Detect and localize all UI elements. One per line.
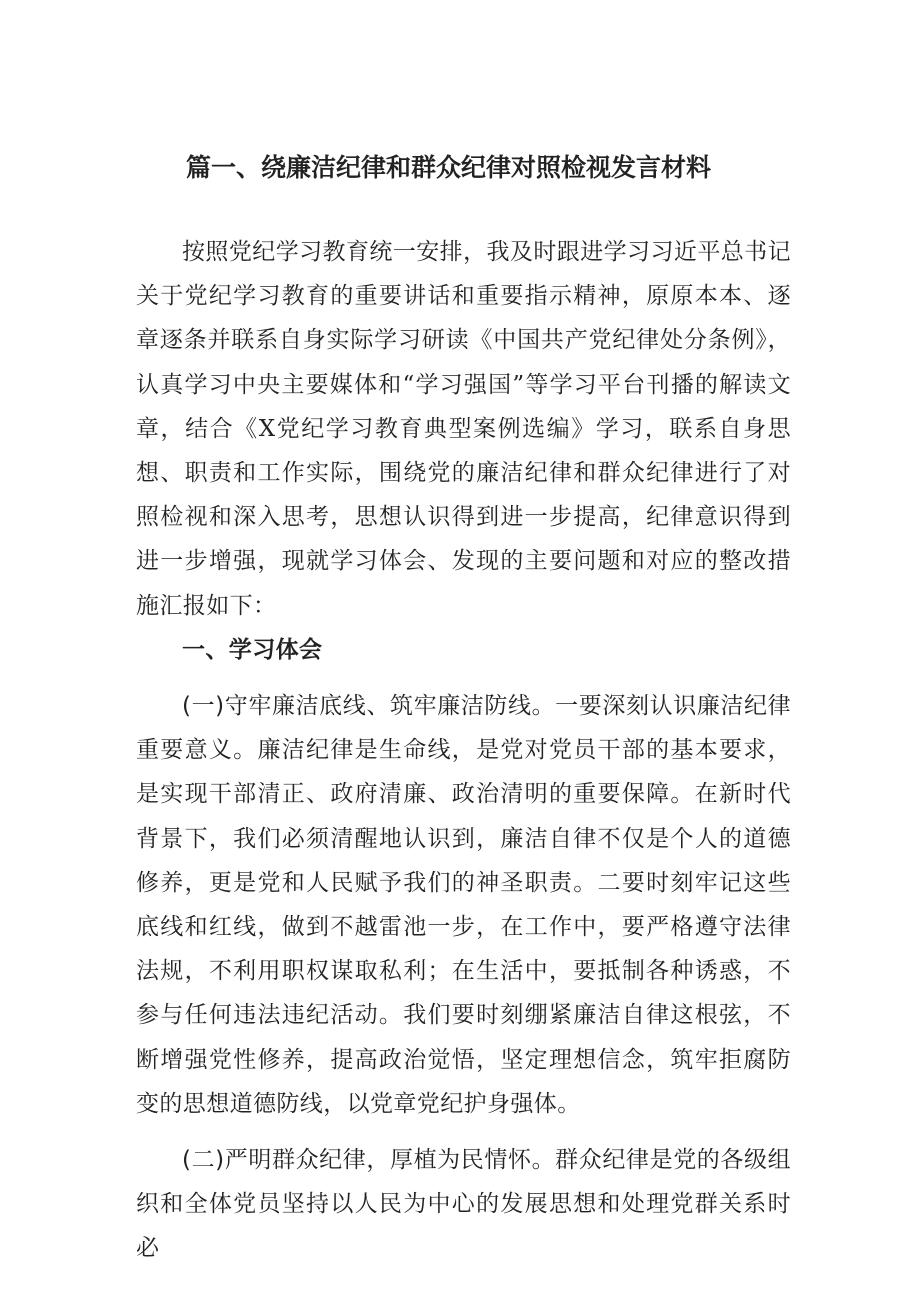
document-body <box>136 230 791 1271</box>
document-title: 篇一、绕廉洁纪律和群众纪律对照检视发言材料 <box>186 153 712 182</box>
subsection-2-label: (二) <box>182 1147 225 1174</box>
subsection-1-label: (一) <box>182 693 225 720</box>
subsection-2-text: 严明群众纪律，厚植为民情怀。群众纪律是党的各级组织和全体党员坚持以人民为中心的发展思想和处理党群关系时必 <box>136 1147 791 1262</box>
intro-paragraph: 按照党纪学习教育统一安排，我及时跟进学习习近平总书记关于党纪学习教育的重要讲话和重要指示精神，原原本本、逐章逐条并联系自身实际学习研读《中国共产党纪律处分条例》，认真学习中央主要媒体和“学习强国”等学习平台刊播的解读文章，结合《X党纪学习教育典型案例选编》学习，联系自身思想、职责和工作实际，围绕党的廉洁纪律和群众纪律进行了对照检视和深入思考，思想认识得到进一步提高，纪律意识得到进一步增强，现就学习体会、发现的主要问题和对应的整改措施汇报如下： <box>136 239 791 619</box>
section-heading-study: 一、学习体会 <box>182 636 323 663</box>
subsection-1-text: 守牢廉洁底线、筑牢廉洁防线。一要深刻认识廉洁纪律重要意义。廉洁纪律是生命线，是党对党员干部的基本要求，是实现干部清正、政府清廉、政治清明的重要保障。在新时代背景下，我们必须清醒地认识到，廉洁自律不仅是个人的道德修养，更是党和人民赋予我们的神圣职责。二要时刻牢记这些底线和红线，做到不越雷池一步，在工作中，要严格遵守法律法规，不利用职权谋取私利；在生活中，要抵制各种诱惑，不参与任何违法违纪活动。我们要时刻绷紧廉洁自律这根弦，不断增强党性修养，提高政治觉悟，坚定理想信念，筑牢拒腐防变的思想道德防线，以党章党纪护身强体。 <box>136 693 791 1117</box>
subsection-2-paragraph <box>136 1138 791 1271</box>
subsection-1-paragraph <box>136 684 791 1126</box>
